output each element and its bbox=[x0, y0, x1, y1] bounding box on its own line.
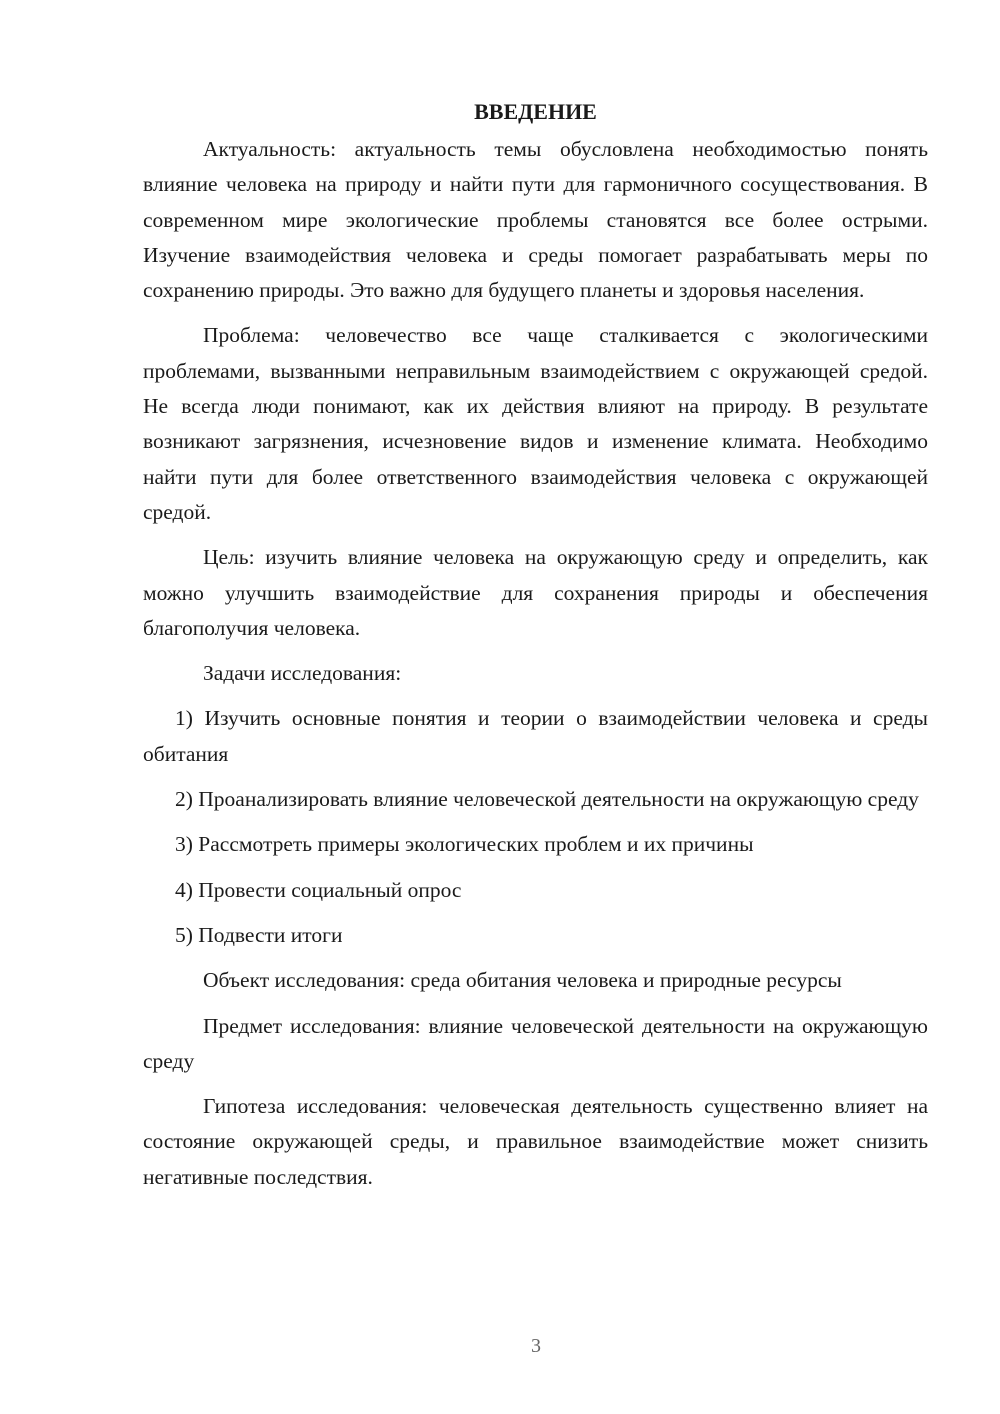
task-item-3: 3) Рассмотреть примеры экологических проблем и их причины bbox=[175, 832, 754, 857]
task-item-4: 4) Провести социальный опрос bbox=[175, 877, 462, 902]
problem-paragraph: Проблема: человечество все чаще сталкивается с экологическими проблемами, вызванными неправильным взаимодействием с окружающей средой. Не всегда люди понимают, как их действия влияют на природу. В результате возникают загрязнения, исчезновение видов и изменение климата. Необходимо найти пути для более ответственного взаимодействия человека с окружающей средой. bbox=[143, 323, 928, 524]
document-page bbox=[143, 94, 928, 1195]
hypothesis-paragraph: Гипотеза исследования: человеческая деятельность существенно влияет на состояние окружающей среды, и правильное взаимодействие может снизить негативные последствия. bbox=[143, 1094, 928, 1189]
relevance-paragraph: Актуальность: актуальность темы обусловлена необходимостью понять влияние человека на природу и найти пути для гармоничного сосуществования. В современном мире экологические проблемы становятся все более острыми. Изучение взаимодействия человека и среды помогает разрабатывать меры по сохранению природы. Это важно для будущего планеты и здоровья населения. bbox=[143, 137, 928, 303]
page-number: 3 bbox=[531, 1335, 541, 1357]
task-item-5: 5) Подвести итоги bbox=[175, 922, 343, 947]
subject-paragraph: Предмет исследования: влияние человеческой деятельности на окружающую среду bbox=[143, 1013, 928, 1073]
task-item-1: 1) Изучить основные понятия и теории о взаимодействии человека и среды обитания bbox=[143, 706, 928, 766]
object-paragraph: Объект исследования: среда обитания человека и природные ресурсы bbox=[203, 968, 842, 993]
tasks-heading: Задачи исследования: bbox=[203, 661, 402, 686]
goal-paragraph: Цель: изучить влияние человека на окружающую среду и определить, как можно улучшить взаимодействие для сохранения природы и обеспечения благополучия человека. bbox=[143, 545, 928, 640]
task-item-2: 2) Проанализировать влияние человеческой деятельности на окружающую среду bbox=[175, 787, 919, 812]
section-title: ВВЕДЕНИЕ bbox=[474, 99, 597, 124]
